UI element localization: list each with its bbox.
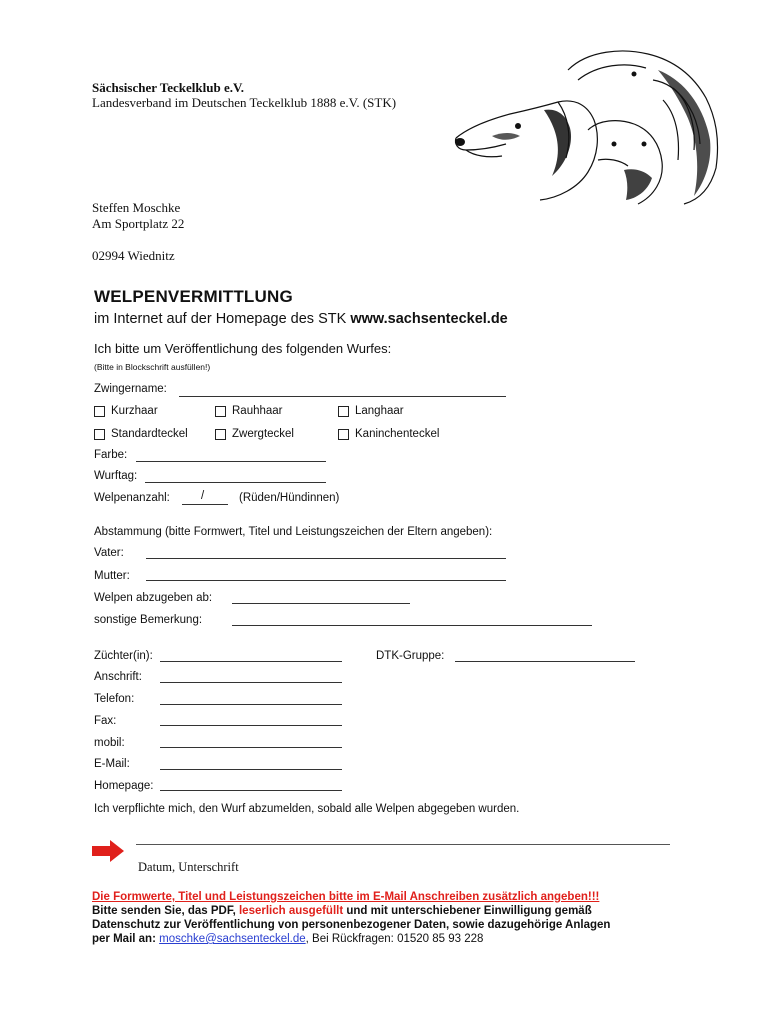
formwerte-warning: Die Formwerte, Titel und Leistungszeichen bitte im E-Mail Anschreiben zusätzlich angeben!!! <box>92 891 600 903</box>
wurftag-label: Wurftag: <box>94 470 138 482</box>
checkbox-empty-icon[interactable] <box>215 429 226 440</box>
footer-line-3 <box>92 933 483 945</box>
checkbox-rauhhaar[interactable] <box>215 405 283 417</box>
address-name: Steffen Moschke <box>92 200 181 215</box>
checkbox-empty-icon[interactable] <box>338 429 349 440</box>
zwingername-label: Zwingername: <box>94 383 167 395</box>
website-url: www.sachsenteckel.de <box>350 311 508 327</box>
mobil-field[interactable] <box>160 747 342 748</box>
zuechter-label: Züchter(in): <box>94 650 153 662</box>
checkbox-langhaar[interactable] <box>338 405 404 417</box>
fax-label: Fax: <box>94 715 117 727</box>
form-subtitle <box>94 311 508 327</box>
checkbox-empty-icon[interactable] <box>94 429 105 440</box>
form-title: WELPENVERMITTLUNG <box>94 287 293 306</box>
homepage-label: Homepage: <box>94 780 154 792</box>
wurftag-field[interactable] <box>145 482 326 483</box>
abstammung-label: Abstammung (bitte Formwert, Titel und Leistungszeichen der Eltern angeben): <box>94 526 493 538</box>
checkbox-label: Rauhhaar <box>232 405 283 417</box>
form-intro: Ich bitte um Veröffentlichung des folgenden Wurfes: <box>94 341 392 356</box>
welpenanzahl-field[interactable] <box>182 504 228 505</box>
pledge-text: Ich verpflichte mich, den Wurf abzumelden, sobald alle Welpen abgegeben wurden. <box>94 803 520 815</box>
mobil-label: mobil: <box>94 737 125 749</box>
checkbox-label: Kaninchenteckel <box>355 428 440 440</box>
dachshund-logo-icon <box>448 40 728 208</box>
checkbox-empty-icon[interactable] <box>215 406 226 417</box>
checkbox-empty-icon[interactable] <box>94 406 105 417</box>
footer-line-1-b: und mit unterschiebener Einwilligung gemäß <box>343 905 592 917</box>
mutter-label: Mutter: <box>94 570 130 582</box>
anschrift-field[interactable] <box>160 682 342 683</box>
anschrift-label: Anschrift: <box>94 671 142 683</box>
signature-field[interactable] <box>136 844 670 845</box>
farbe-label: Farbe: <box>94 449 128 461</box>
footer-line-3-b: , Bei Rückfragen: 01520 85 93 228 <box>305 933 484 945</box>
zuechter-field[interactable] <box>160 661 342 662</box>
zwingername-field[interactable] <box>179 396 506 397</box>
checkbox-kaninchenteckel[interactable] <box>338 428 439 440</box>
abzugeben-label: Welpen abzugeben ab: <box>94 592 213 604</box>
club-name: Sächsischer Teckelklub e.V. <box>92 80 244 95</box>
email-label: E-Mail: <box>94 758 130 770</box>
dtk-gruppe-label: DTK-Gruppe: <box>376 650 445 662</box>
telefon-label: Telefon: <box>94 693 135 705</box>
checkbox-label: Zwergteckel <box>232 428 294 440</box>
email-field[interactable] <box>160 769 342 770</box>
checkbox-zwergteckel[interactable] <box>215 428 294 440</box>
signature-label: Datum, Unterschrift <box>138 860 239 874</box>
blockschrift-note: (Bitte in Blockschrift ausfüllen!) <box>94 362 211 372</box>
rueden-huendinnen-label: (Rüden/Hündinnen) <box>239 492 340 504</box>
mutter-field[interactable] <box>146 580 506 581</box>
farbe-field[interactable] <box>136 461 326 462</box>
checkbox-label: Standardteckel <box>111 428 188 440</box>
address-city: 02994 Wiednitz <box>92 248 175 263</box>
address-street: Am Sportplatz 22 <box>92 216 185 231</box>
form-subtitle-prefix: im Internet auf der Homepage des STK <box>94 311 351 327</box>
homepage-field[interactable] <box>160 790 342 791</box>
checkbox-standardteckel[interactable] <box>94 428 188 440</box>
footer-line-1 <box>92 905 592 917</box>
checkbox-label: Langhaar <box>355 405 404 417</box>
footer-line-3-a: per Mail an: <box>92 933 160 945</box>
abzugeben-field[interactable] <box>232 603 410 604</box>
right-arrow-icon <box>92 840 124 862</box>
email-link[interactable]: moschke@sachsenteckel.de <box>159 933 306 945</box>
footer-line-2: Datenschutz zur Veröffentlichung von personenbezogener Daten, sowie dazugehörige Anlagen <box>92 919 611 931</box>
vater-label: Vater: <box>94 547 124 559</box>
dtk-gruppe-field[interactable] <box>455 661 635 662</box>
bemerkung-field[interactable] <box>232 625 592 626</box>
vater-field[interactable] <box>146 558 506 559</box>
checkbox-kurzhaar[interactable] <box>94 405 158 417</box>
checkbox-empty-icon[interactable] <box>338 406 349 417</box>
club-subtitle: Landesverband im Deutschen Teckelklub 1888 e.V. (STK) <box>92 95 397 110</box>
welpenanzahl-slash: / <box>201 490 205 502</box>
footer-line-1-a: Bitte senden Sie, das PDF, <box>92 905 239 917</box>
fax-field[interactable] <box>160 725 342 726</box>
bemerkung-label: sonstige Bemerkung: <box>94 614 203 626</box>
footer-line-1-red: leserlich ausgefüllt <box>238 905 344 917</box>
checkbox-label: Kurzhaar <box>111 405 158 417</box>
welpenanzahl-label: Welpenanzahl: <box>94 492 170 504</box>
telefon-field[interactable] <box>160 704 342 705</box>
